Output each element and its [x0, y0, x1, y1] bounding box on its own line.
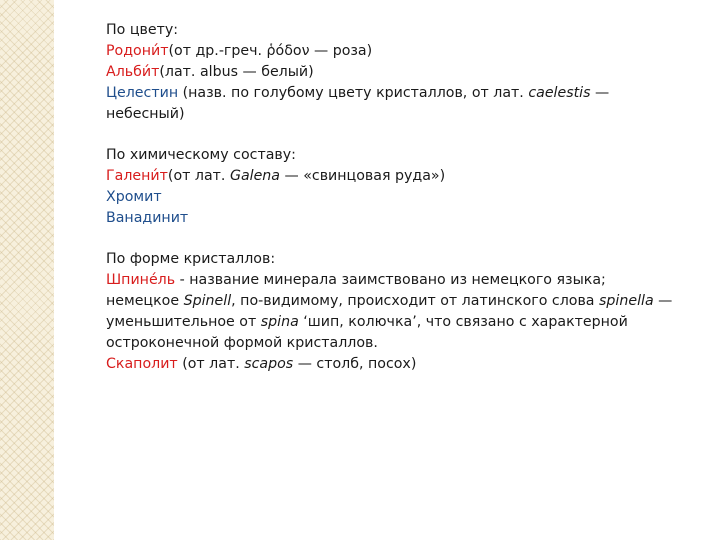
- rhodonite-line: [106, 41, 686, 62]
- spinel-text-2-post: —: [653, 293, 673, 309]
- spinel-line-4: остроконечной формой кристаллов.: [106, 335, 378, 351]
- albite-line: [106, 62, 686, 83]
- galena-line: [106, 166, 686, 187]
- spina-word: spina: [260, 314, 299, 330]
- slide-content: [106, 20, 686, 395]
- color-section: [106, 20, 686, 125]
- form-heading: По форме кристаллов:: [106, 251, 276, 267]
- spinel-text-3-pre: уменьшительное от: [106, 314, 261, 330]
- rhodonite-desc: (от др.-греч. ῥόδον — роза): [168, 43, 373, 59]
- galena-name: Галени́т: [106, 168, 168, 184]
- celestine-line-2: небесный): [106, 106, 185, 122]
- rhodonite-name: Родони́т: [106, 43, 169, 59]
- celestine-desc-latin: caelestis: [528, 85, 591, 101]
- celestine-name: Целестин: [106, 85, 179, 101]
- celestine-desc-post: —: [590, 85, 610, 101]
- chromite-name: Хромит: [106, 189, 162, 205]
- color-heading: По цвету:: [106, 22, 179, 38]
- galena-desc-post: — «свинцовая руда»): [280, 168, 446, 184]
- spinel-line-2: [106, 291, 686, 312]
- spinel-latin-word: spinella: [599, 293, 654, 309]
- decorative-side-stripe: [0, 0, 54, 540]
- spinel-name: Шпине́ль: [106, 272, 176, 288]
- spinel-text-1: - название минерала заимствовано из немецкого языка;: [175, 272, 606, 288]
- celestine-line: [106, 83, 686, 104]
- scapolite-desc-post: — столб, посох): [293, 356, 417, 372]
- scapolite-desc-pre: (от лат.: [177, 356, 245, 372]
- galena-desc-pre: (от лат.: [167, 168, 230, 184]
- crystal-form-section: [106, 249, 686, 375]
- chemistry-section: [106, 145, 686, 229]
- vanadinite-name: Ванадинит: [106, 210, 189, 226]
- albite-desc: (лат. albus — белый): [159, 64, 314, 80]
- galena-desc-latin: Galena: [229, 168, 280, 184]
- spinel-line-3: [106, 312, 686, 333]
- scapolite-line: [106, 354, 686, 375]
- spinel-text-3-post: ‘шип, колючка’, что связано с характерной: [298, 314, 628, 330]
- spinel-german-word: Spinell: [183, 293, 232, 309]
- albite-name: Альби́т: [106, 64, 160, 80]
- spinel-line-1: [106, 270, 686, 291]
- scapolite-latin-word: scapos: [244, 356, 294, 372]
- spinel-text-2-pre: немецкое: [106, 293, 184, 309]
- chem-heading: По химическому составу:: [106, 147, 296, 163]
- scapolite-name: Скаполит: [106, 356, 178, 372]
- celestine-desc-pre: (назв. по голубому цвету кристаллов, от лат.: [182, 85, 529, 101]
- spinel-text-2-mid: , по-видимому, происходит от латинского слова: [231, 293, 600, 309]
